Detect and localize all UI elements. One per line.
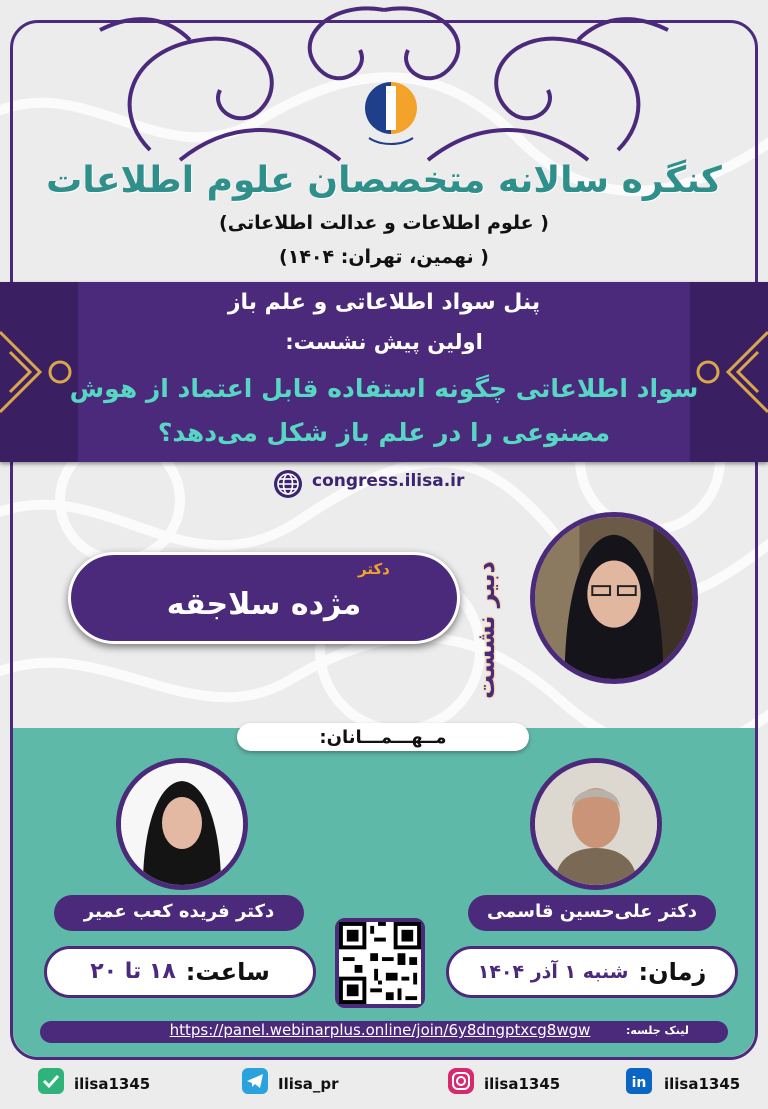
- date-value: شنبه ۱ آذر ۱۴۰۴: [477, 961, 629, 983]
- guests-label: مــهـــمـــانان:: [319, 727, 447, 748]
- telegram-icon[interactable]: [240, 1066, 270, 1096]
- host-role: دبیر نشست: [472, 561, 500, 699]
- panel-title: پنل سواد اطلاعاتی و علم باز: [227, 290, 541, 315]
- congress-title: کنگره سالانه متخصصان علوم اطلاعات: [46, 160, 722, 201]
- topic-line-1: سواد اطلاعاتی چگونه استفاده قابل اعتماد از هوش: [69, 374, 699, 403]
- date-row: [446, 958, 738, 986]
- time-label: ساعت:: [185, 958, 270, 986]
- qr-code[interactable]: [335, 918, 425, 1008]
- congress-theme: ( علوم اطلاعات و عدالت اطلاعاتی): [219, 212, 549, 234]
- globe-icon: [272, 468, 304, 500]
- session-label: اولین پیش نشست:: [285, 330, 483, 354]
- host-photo: [530, 512, 698, 684]
- guest-1-photo: [530, 758, 662, 890]
- instagram-handle[interactable]: ilisa1345: [484, 1075, 561, 1093]
- linkedin-handle[interactable]: ilisa1345: [664, 1075, 741, 1093]
- session-link-url[interactable]: https://panel.webinarplus.online/join/6y8dngptxcg8wgw: [169, 1021, 591, 1039]
- association-logo: [355, 78, 427, 150]
- guest-2-photo: [116, 758, 248, 890]
- svg-text:in: in: [631, 1075, 647, 1091]
- date-label: زمان:: [638, 958, 707, 986]
- guest-2-name: دکتر فریده کعب عمیر: [83, 901, 275, 922]
- eitaa-icon[interactable]: [36, 1066, 66, 1096]
- session-link-label: لینک جلسه:: [626, 1024, 689, 1037]
- host-name: مژده سلاجقه: [166, 587, 362, 622]
- time-row: [44, 958, 316, 986]
- instagram-icon[interactable]: [446, 1066, 476, 1096]
- guest-1-name: دکتر علی‌حسین قاسمی: [487, 901, 697, 922]
- host-title: دکتر: [358, 560, 390, 578]
- linkedin-icon[interactable]: [624, 1066, 654, 1096]
- time-value: ۱۸ تا ۲۰: [90, 959, 176, 984]
- topic-line-2: مصنوعی را در علم باز شکل می‌دهد؟: [157, 418, 611, 447]
- telegram-handle[interactable]: Ilisa_pr: [278, 1075, 339, 1093]
- host-role-wrap: [462, 545, 510, 715]
- website-link[interactable]: congress.ilisa.ir: [312, 471, 465, 491]
- qr-code-image: [339, 922, 421, 1004]
- congress-edition-date: ( نهمین، تهران: ۱۴۰۴): [279, 246, 489, 268]
- eitaa-handle[interactable]: ilisa1345: [74, 1075, 151, 1093]
